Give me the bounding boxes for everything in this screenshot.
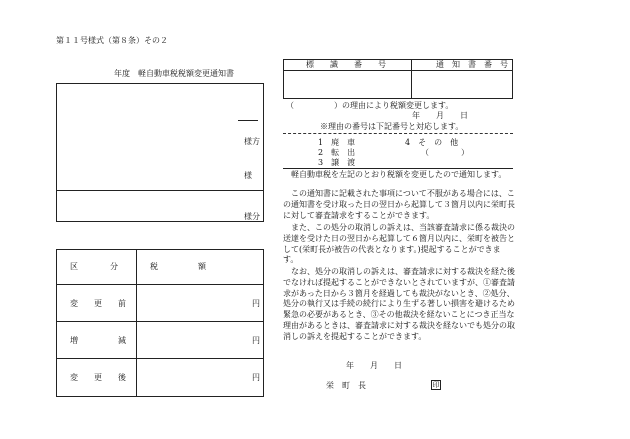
amount-row-unit-after: 円 <box>252 373 260 382</box>
amount-table-col-divider <box>136 249 137 397</box>
paragraph-appeal <box>283 189 515 221</box>
reason-item-1: 1 廃 車 <box>318 138 356 147</box>
reason-bottom-line <box>283 168 513 169</box>
reason-line: （ ）の理由により税額変更します。 <box>286 101 454 110</box>
addressee-suffix-sama: 様 <box>244 171 252 180</box>
amount-row-label-before: 変 更 前 <box>70 299 126 308</box>
plate-number-header: 標 識 番 号 <box>306 60 386 69</box>
amount-header-category: 区 分 <box>70 262 118 271</box>
amount-header-tax: 税 額 <box>150 262 206 271</box>
reason-note: ※理由の番号は下記番号と対応します。 <box>320 122 464 131</box>
id-table-col-divider <box>411 59 412 99</box>
paragraph-lawsuit <box>283 223 515 266</box>
intro-text: 軽自動車税を左記のとおり税額を変更したので通知します。 <box>291 170 507 179</box>
addressee-suffix-sama-kata: 様方 <box>244 137 260 146</box>
amount-row-unit-before: 円 <box>252 299 260 308</box>
document-title: 年度 軽自動車税税額変更通知書 <box>114 69 234 78</box>
issue-date: 年 月 日 <box>346 361 402 370</box>
amount-table-row-divider-3 <box>56 358 264 359</box>
paragraph-exceptions <box>283 267 515 343</box>
reason-item-4: 4 そ の 他 <box>405 138 459 147</box>
paragraph-appeal-text: この通知書に記載された事項について不服がある場合には、この通知書を受け取った日の翌日から起算して３箇月以内に栄町長に対して審査請求をすることができます。 <box>283 189 515 220</box>
addressee-divider <box>56 190 264 191</box>
addressee-dash-line <box>238 120 258 121</box>
reason-date: 年 月 日 <box>412 111 468 120</box>
intro-paragraph <box>283 170 515 181</box>
reason-item-2: 2 転 出 <box>318 148 356 157</box>
reason-item-other-blank: （ ） <box>421 148 469 157</box>
reason-dashed-divider <box>283 133 513 134</box>
amount-row-label-after: 変 更 後 <box>70 373 126 382</box>
form-number: 第１１号様式（第８条）その２ <box>56 36 168 45</box>
amount-table-row-divider-1 <box>56 284 264 285</box>
addressee-suffix-sama-bun: 様分 <box>244 212 260 221</box>
amount-table-row-divider-2 <box>56 321 264 322</box>
id-table-header-divider <box>283 70 513 71</box>
notice-number-header: 通 知 書 番 号 <box>436 60 508 69</box>
issuer-title: 栄 町 長 <box>326 381 366 390</box>
addressee-box <box>56 83 264 222</box>
paragraph-exceptions-text: なお、処分の取消しの訴えは、審査請求に対する裁決を経た後でなければ提起することができないとされていますが、①審査請求があった日から３箇月を経過しても裁決がないとき、②処分、処分の執行又は手続の続行により生ずる著しい損害を避けるため緊急の必要があるとき、③その他裁決を経ないことにつき正当な理由があるときは、審査請求に対する裁決を経ないでも処分の取消しの訴えを提起することができます。 <box>283 267 515 341</box>
amount-row-unit-change: 円 <box>252 336 260 345</box>
seal-stamp: 印 <box>432 381 440 389</box>
reason-item-3: 3 譲 渡 <box>318 158 356 167</box>
paragraph-lawsuit-text: また、この処分の取消しの訴えは、当該審査請求に係る裁決の送達を受けた日の翌日から起算して６箇月以内に、栄町を被告として(栄町長が被告の代表となります。)提起することができます。 <box>283 223 515 265</box>
amount-row-label-change: 増 減 <box>70 336 126 345</box>
